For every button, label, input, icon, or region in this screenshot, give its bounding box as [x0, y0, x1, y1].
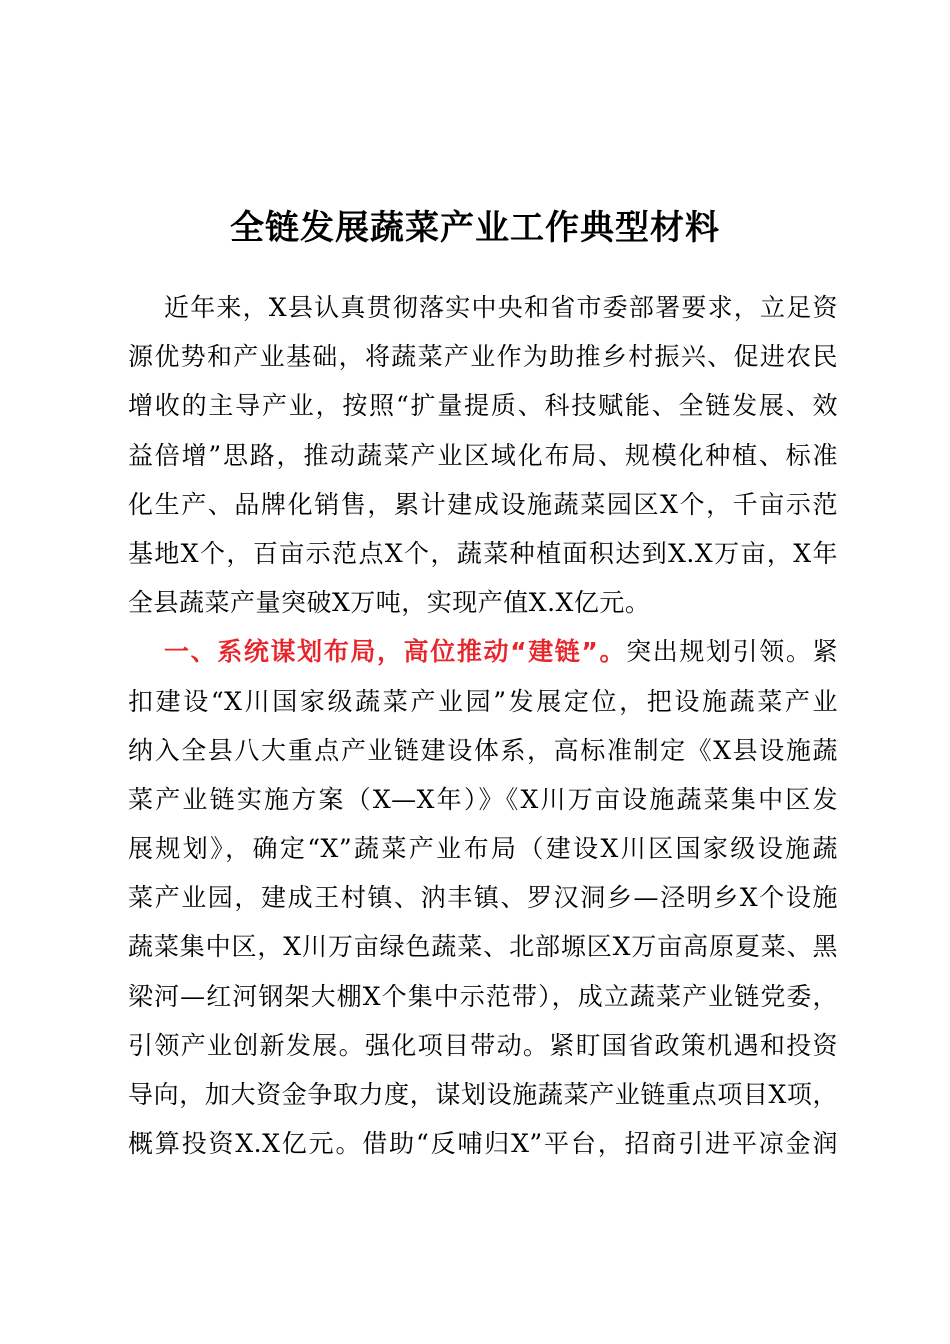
paragraph-intro	[128, 283, 838, 627]
text-line: 梁河—红河钢架大棚X个集中示范带），成立蔬菜产业链党委，	[128, 981, 838, 1011]
text-line: 引领产业创新发展。强化项目带动。紧盯国省政策机遇和投资	[128, 1030, 838, 1060]
text-line: 概算投资X.X亿元。借助“反哺归X”平台，招商引进平凉金润	[128, 1129, 838, 1159]
paragraph-section-1	[128, 627, 838, 1168]
text-line: 蔬菜集中区，X川万亩绿色蔬菜、北部塬区X万亩高原夏菜、黑	[128, 932, 838, 962]
section-heading-line	[128, 627, 838, 676]
text-line: 扣建设“X川国家级蔬菜产业园”发展定位，把设施蔬菜产业	[128, 686, 838, 716]
text-line: 近年来，X县认真贯彻落实中央和省市委部署要求，立足资	[164, 293, 838, 322]
text-line: 化生产、品牌化销售，累计建成设施蔬菜园区X个，千亩示范	[128, 489, 838, 519]
text-line: 展规划》，确定“X”蔬菜产业布局（建设X川区国家级设施蔬	[128, 834, 838, 864]
document-body	[128, 283, 838, 1168]
text-line: 导向，加大资金争取力度，谋划设施蔬菜产业链重点项目X项，	[128, 1080, 838, 1109]
text-line: 源优势和产业基础，将蔬菜产业作为助推乡村振兴、促进农民	[128, 342, 838, 372]
section-heading-continuation: 突出规划引领。紧	[626, 637, 838, 667]
document-title: 全链发展蔬菜产业工作典型材料	[230, 208, 720, 248]
text-line: 纳入全县八大重点产业链建设体系，高标准制定《X县设施蔬	[128, 735, 838, 765]
section-heading: 一、系统谋划布局，高位推动“建链”。	[164, 637, 627, 667]
text-line: 菜产业园，建成王村镇、汭丰镇、罗汉洞乡—泾明乡X个设施	[128, 883, 838, 913]
text-line: 菜产业链实施方案（X—X年）》《X川万亩设施蔬菜集中区发	[128, 784, 838, 814]
text-line: 增收的主导产业，按照“扩量提质、科技赋能、全链发展、效	[128, 391, 838, 421]
text-line: 基地X个，百亩示范点X个，蔬菜种植面积达到X.X万亩，X年	[128, 538, 838, 568]
text-line: 全县蔬菜产量突破X万吨，实现产值X.X亿元。	[128, 588, 651, 618]
text-line: 益倍增”思路，推动蔬菜产业区域化布局、规模化种植、标准	[128, 440, 838, 470]
